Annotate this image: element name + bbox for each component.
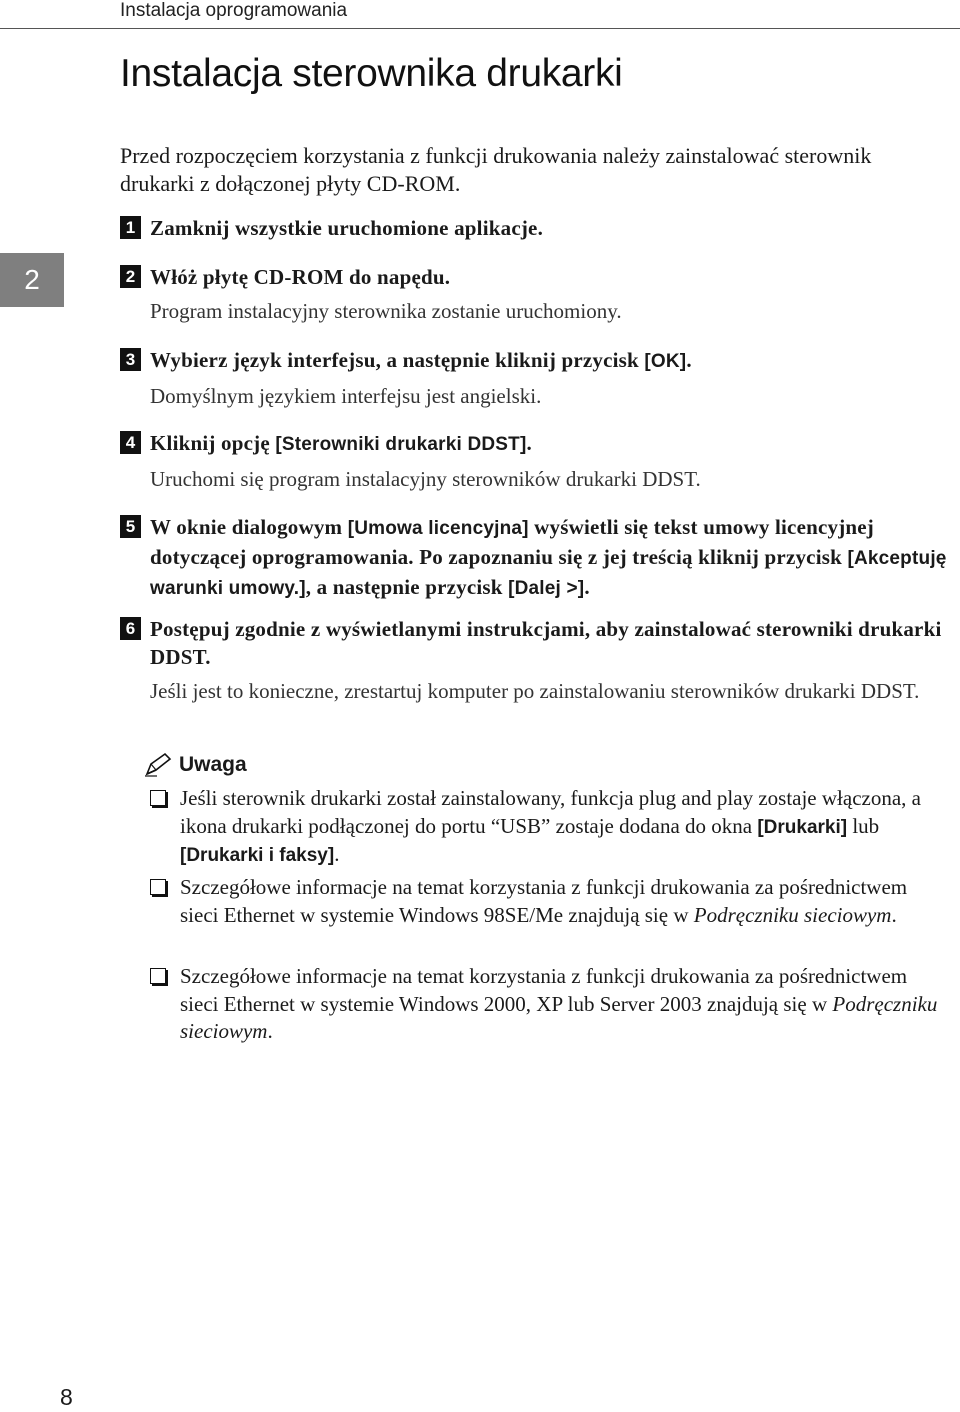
step-number-badge: 1 [120, 216, 141, 239]
step-title-text: . [584, 575, 590, 599]
checkbox-bullet-icon [150, 790, 166, 806]
step-number-badge: 5 [120, 515, 141, 538]
note-heading-label: Uwaga [179, 753, 247, 776]
step-title [150, 513, 950, 603]
step-title-text: W oknie dialogowym [150, 515, 348, 539]
note-text-part: . [334, 842, 340, 866]
step-title-text: Kliknij opcję [150, 431, 276, 455]
note-text-part: Szczegółowe informacje na temat korzystania z funkcji drukowania za pośrednictwem sieci Ethernet w systemie Windows 2000, XP lub Server 2003 znajdują się w [180, 964, 908, 1016]
step-title [150, 429, 950, 459]
manual-reference: Podręczniku sieciowym [180, 991, 938, 1043]
checkbox-bullet-icon [150, 879, 166, 895]
note-text [180, 963, 950, 1046]
step-5 [120, 513, 950, 603]
step-title: Postępuj zgodnie z wyświetlanymi instrukcjami, aby zainstalować sterowniki drukarki DDST. [150, 617, 942, 669]
note-item [150, 874, 950, 929]
step-note: Domyślnym językiem interfejsu jest angielski. [150, 384, 542, 408]
header-divider [0, 28, 960, 29]
note-text-part: Jeśli sterownik drukarki został zainstalowany, funkcja plug and play zostaje włączona, a ikona drukarki podłączonej do portu “USB” zostaje dodana do okna [180, 786, 921, 838]
step-number-badge: 2 [120, 265, 141, 288]
ok-button-reference: [OK] [644, 351, 687, 372]
running-header: Instalacja oprogramowania [120, 0, 348, 21]
intro-paragraph: Przed rozpoczęciem korzystania z funkcji drukowania należy zainstalować sterownik drukarki z dołączonej płyty CD-ROM. [120, 143, 872, 196]
step-note: Uruchomi się program instalacyjny sterowników drukarki DDST. [150, 467, 701, 491]
step-2 [120, 263, 950, 325]
step-title: Zamknij wszystkie uruchomione aplikacje. [150, 216, 544, 240]
step-3 [120, 346, 950, 410]
ddst-option-reference: [Sterowniki drukarki DDST] [275, 434, 527, 455]
note-item [150, 963, 950, 1046]
note-text [180, 785, 950, 870]
checkbox-bullet-icon [150, 968, 166, 984]
step-note: Program instalacyjny sterownika zostanie uruchomiony. [150, 299, 622, 323]
next-button-reference: [Dalej >] [508, 578, 585, 599]
note-text-part: Szczegółowe informacje na temat korzystania z funkcji drukowania za pośrednictwem sieci Ethernet w systemie Windows 98SE/Me znajdują się w [180, 875, 908, 927]
page-title: Instalacja sterownika drukarki [120, 52, 623, 95]
note-text-part: lub [847, 813, 880, 838]
step-number-badge: 6 [120, 617, 141, 640]
note-text-part: . [267, 1019, 273, 1043]
step-6 [120, 615, 950, 705]
step-title-text: . [526, 431, 532, 455]
note-heading [143, 752, 247, 778]
step-title-text: , a następnie przycisk [305, 575, 509, 599]
step-1 [120, 214, 950, 242]
step-title [150, 346, 950, 376]
accept-button-reference: [Akceptuję warunki umowy.] [150, 548, 947, 599]
step-title-text: Wybierz język interfejsu, a następnie kliknij przycisk [150, 348, 645, 372]
printers-window-reference: [Drukarki] [757, 816, 848, 838]
step-note: Jeśli jest to konieczne, zrestartuj komputer po zainstalowaniu sterowników drukarki DDST. [150, 679, 920, 703]
note-text-part: . [891, 902, 897, 927]
manual-reference: Podręczniku sieciowym [693, 902, 892, 927]
step-4 [120, 429, 950, 493]
step-number-badge: 4 [120, 431, 141, 454]
step-title-text: . [686, 348, 692, 372]
license-dialog-reference: [Umowa licencyjna] [347, 518, 529, 539]
printers-faxes-window-reference: [Drukarki i faksy] [180, 845, 335, 866]
page-number: 8 [60, 1384, 73, 1410]
step-title: Włóż płytę CD-ROM do napędu. [150, 265, 451, 289]
step-number-badge: 3 [120, 348, 141, 371]
chapter-tab: 2 [0, 253, 64, 307]
note-item [150, 785, 950, 870]
note-text [180, 874, 950, 929]
step-title-text: wyświetli się tekst umowy licencyjnej dotyczącej oprogramowania. Po zapoznaniu się z jej treścią kliknij przycisk [150, 515, 874, 569]
pencil-icon [143, 752, 173, 778]
